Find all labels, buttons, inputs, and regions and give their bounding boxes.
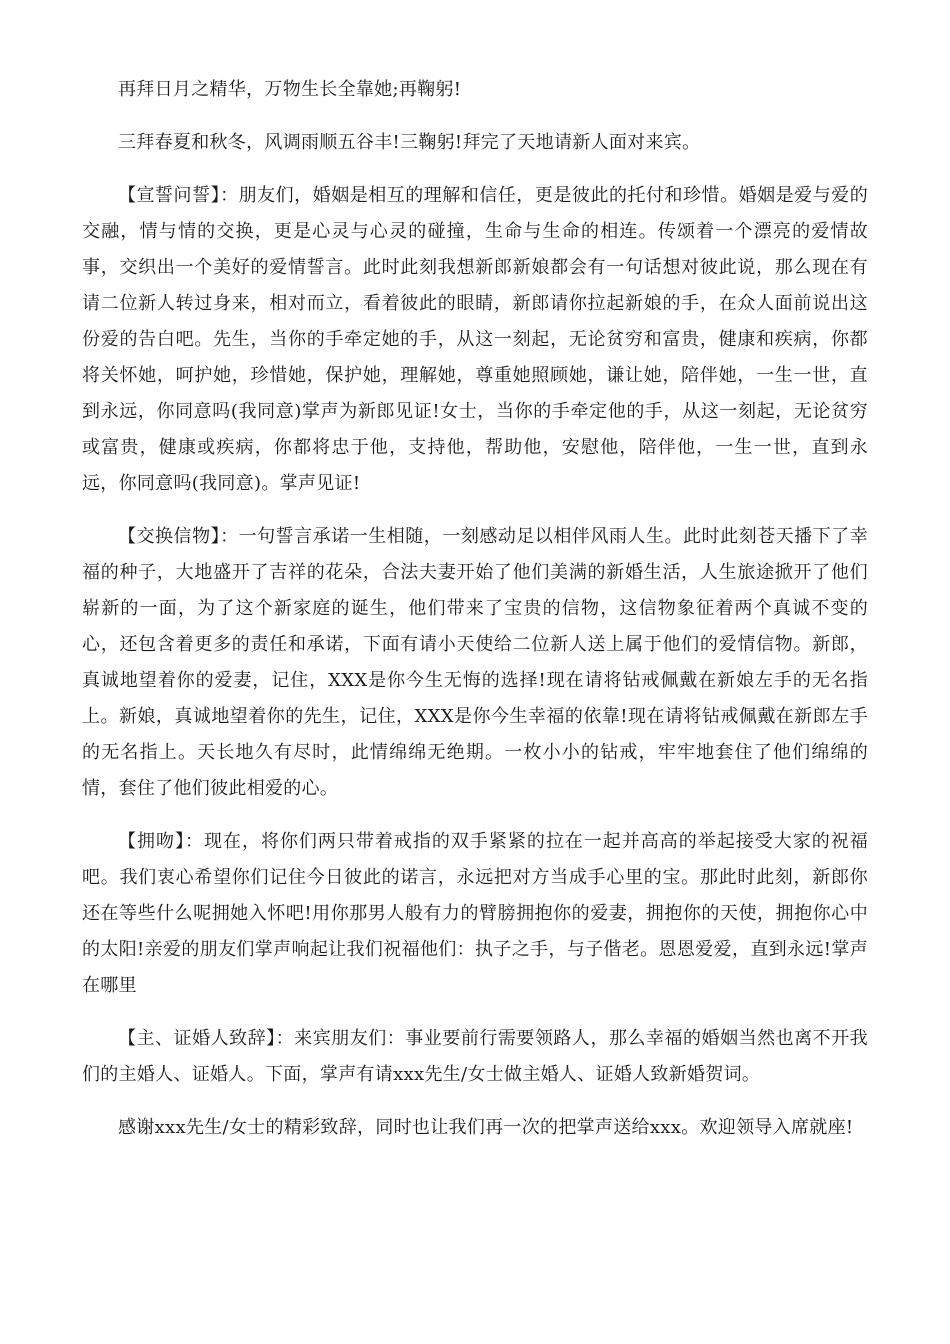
paragraph-text: 感谢xxx先生/女士的精彩致辞，同时也让我们再一次的把掌声送给xxx。欢迎领导入席就座! xyxy=(118,1117,854,1138)
paragraph-second-bow xyxy=(82,72,868,108)
paragraph-text: ：现在，将你们两只带着戒指的双手紧紧的拉在一起并高高的举起接受大家的祝福吧。我们衷心希望你们记住今日彼此的诺言，永远把对方当成手心里的宝。那此时此刻，新郎你还在等些什么呢拥她入怀吧!用你那男人般有力的臂膀拥抱你的爱妻，拥抱你的天使，拥抱你心中的太阳!亲爱的朋友们掌声响起让我们祝福他们：执子之手，与子偕老。恩恩爱爱，直到永远!掌声在哪里 xyxy=(82,831,868,996)
paragraph-heading: 【宣誓问誓】 xyxy=(118,185,221,206)
paragraph-text: ：朋友们，婚姻是相互的理解和信任，更是彼此的托付和珍惜。婚姻是爱与爱的交融，情与情的交换，更是心灵与心灵的碰撞，生命与生命的相连。传颂着一个漂亮的爱情故事，交织出一个美好的爱情誓言。此时此刻我想新郎新娘都会有一句话想对彼此说，那么现在有请二位新人转过身来，相对而立，看着彼此的眼睛，新郎请你拉起新娘的手，在众人面前说出这份爱的告白吧。先生，当你的手牵定她的手，从这一刻起，无论贫穷和富贵，健康和疾病，你都将关怀她，呵护她，珍惜她，保护她，理解她，尊重她照顾她，谦让她，陪伴她，一生一世，直到永远，你同意吗(我同意)掌声为新郎见证!女士，当你的手牵定他的手，从这一刻起，无论贫穷或富贵，健康或疾病，你都将忠于他，支持他，帮助他，安慰他，陪伴他，一生一世，直到永远，你同意吗(我同意)。掌声见证! xyxy=(82,185,868,494)
paragraph-text: 三拜春夏和秋冬，风调雨顺五谷丰!三鞠躬!拜完了天地请新人面对来宾。 xyxy=(118,132,701,153)
paragraph-text: 再拜日月之精华，万物生长全靠她;再鞠躬! xyxy=(118,79,462,100)
paragraph-text: ：来宾朋友们：事业要前行需要领路人，那么幸福的婚姻当然也离不开我们的主婚人、证婚人。下面，掌声有请xxx先生/女士做主婚人、证婚人致新婚贺词。 xyxy=(82,1028,868,1085)
paragraph-third-bow xyxy=(82,125,868,161)
paragraph-officiant-speech xyxy=(82,1021,868,1093)
paragraph-heading: 【主、证婚人致辞】 xyxy=(118,1028,276,1049)
paragraph-embrace-kiss xyxy=(82,824,868,1004)
paragraph-text: ：一句誓言承诺一生相随，一刻感动足以相伴风雨人生。此时此刻苍天播下了幸福的种子，大地盛开了吉祥的花朵，合法夫妻开始了他们美满的新婚生活，人生旅途掀开了他们崭新的一面，为了这个新家庭的诞生，他们带来了宝贵的信物，这信物象征着两个真诚不变的心，还包含着更多的责任和承诺，下面有请小天使给二位新人送上属于他们的爱情信物。新郎，真诚地望着你的爱妻，记住，XXX是你今生无悔的选择!现在请将钻戒佩戴在新娘左手的无名指上。新娘，真诚地望着你的先生，记住，XXX是你今生幸福的依靠!现在请将钻戒佩戴在新郎左手的无名指上。天长地久有尽时，此情绵绵无绝期。一枚小小的钻戒，牢牢地套住了他们绵绵的情，套住了他们彼此相爱的心。 xyxy=(82,526,868,799)
paragraph-heading: 【拥吻】 xyxy=(118,831,185,852)
paragraph-thanks xyxy=(82,1110,868,1146)
paragraph-vows xyxy=(82,178,868,502)
paragraph-exchange-tokens xyxy=(82,519,868,807)
document-page xyxy=(82,72,868,1146)
paragraph-heading: 【交换信物】 xyxy=(118,526,221,547)
